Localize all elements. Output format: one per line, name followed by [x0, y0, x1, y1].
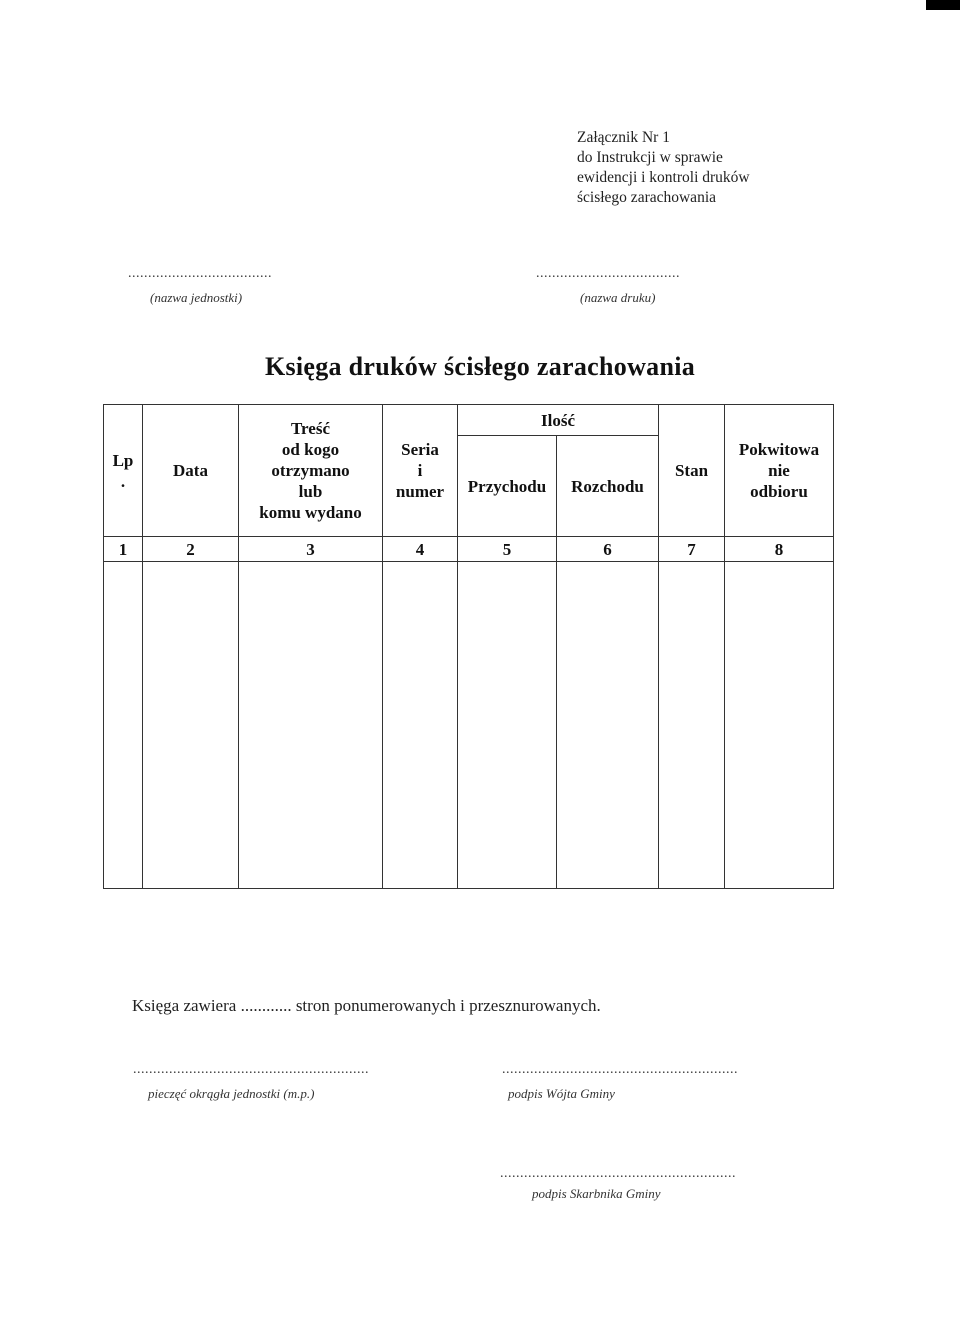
wojt-signature-caption: podpis Wójta Gminy: [508, 1086, 615, 1101]
column-number: 5: [458, 537, 557, 562]
scan-edge-mark: [926, 0, 960, 10]
attachment-note: [577, 128, 750, 208]
header-tresc: Treść od kogo otrzymano lub komu wydano: [239, 405, 383, 537]
unit-name-caption: (nazwa jednostki): [150, 290, 243, 305]
print-name-field: ....................................: [536, 266, 680, 281]
header-lp: Lp .: [104, 405, 143, 537]
header-seria: Seria i numer: [383, 405, 458, 537]
column-number: 1: [104, 537, 143, 562]
column-number: 2: [143, 537, 239, 562]
entry-cell-seria[interactable]: [383, 562, 458, 889]
header-pokwitowanie: Pokwitowa nie odbioru: [725, 405, 834, 537]
stamp-field: ...........................................................: [133, 1062, 369, 1077]
attachment-line: ewidencji i kontroli druków: [577, 169, 750, 186]
entry-cell-data[interactable]: [143, 562, 239, 889]
entry-cell-tresc[interactable]: [239, 562, 383, 889]
wojt-signature-field: ...........................................................: [502, 1062, 738, 1077]
header-przychodu: Przychodu: [458, 436, 557, 537]
header-rozchodu: Rozchodu: [557, 436, 659, 537]
column-number: 4: [383, 537, 458, 562]
column-number: 8: [725, 537, 834, 562]
note-prefix: Księga zawiera: [132, 996, 237, 1015]
unit-name-field: ....................................: [128, 266, 272, 281]
note-suffix: stron ponumerowanych i przesznurowanych.: [295, 996, 601, 1015]
page-count-note: [132, 996, 601, 1016]
entry-cell-rozchodu[interactable]: [557, 562, 659, 889]
entry-cell-lp[interactable]: [104, 562, 143, 889]
header-ilosc: Ilość: [458, 405, 659, 436]
ledger-table: [103, 404, 834, 889]
page-title: Księga druków ścisłego zarachowania: [264, 352, 696, 381]
column-number: 7: [659, 537, 725, 562]
attachment-line: do Instrukcji w sprawie: [577, 149, 723, 166]
print-name-caption: (nazwa druku): [580, 290, 656, 305]
attachment-line: Załącznik Nr 1: [577, 129, 670, 146]
column-number: 3: [239, 537, 383, 562]
entry-cell-przychodu[interactable]: [458, 562, 557, 889]
entry-cell-pokwitowanie[interactable]: [725, 562, 834, 889]
skarbnik-signature-caption: podpis Skarbnika Gminy: [532, 1186, 661, 1201]
header-stan: Stan: [659, 405, 725, 537]
entry-cell-stan[interactable]: [659, 562, 725, 889]
skarbnik-signature-field: ...........................................................: [500, 1166, 736, 1181]
header-data: Data: [143, 405, 239, 537]
attachment-line: ścisłego zarachowania: [577, 189, 717, 206]
stamp-caption: pieczęć okrągła jednostki (m.p.): [148, 1086, 315, 1101]
column-number: 6: [557, 537, 659, 562]
note-dots: ............: [240, 996, 292, 1015]
